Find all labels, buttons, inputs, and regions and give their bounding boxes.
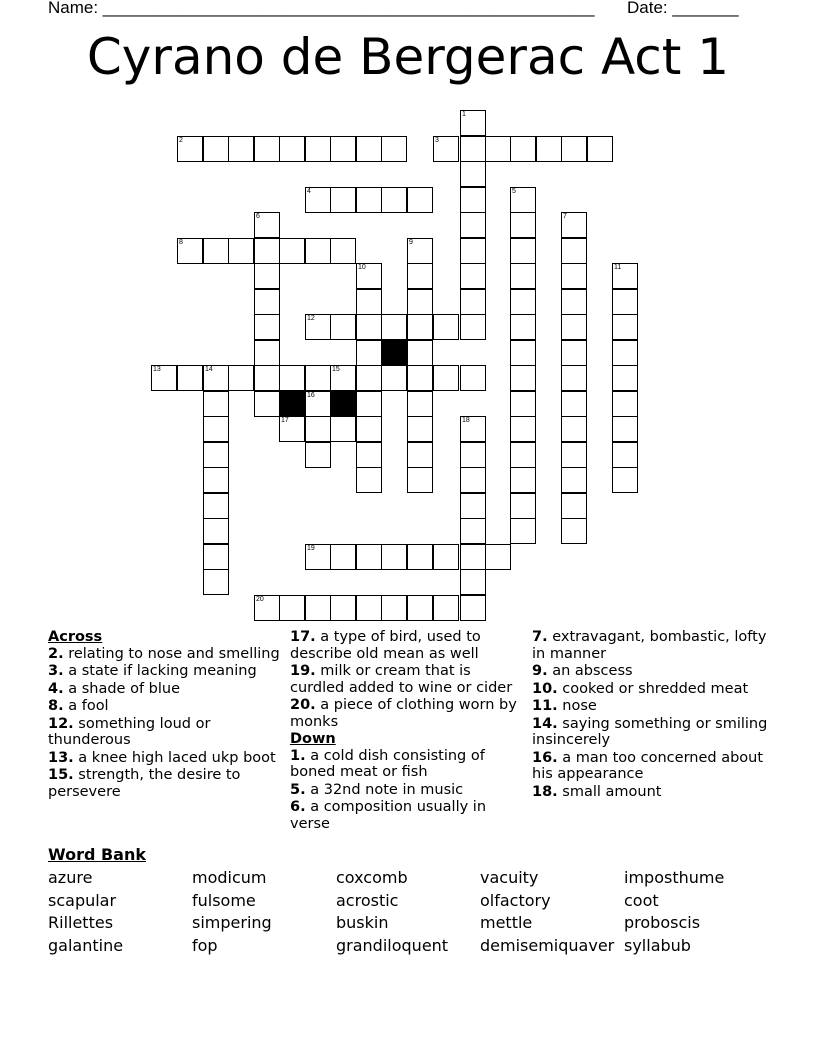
clue-item <box>532 663 772 680</box>
grid-cell[interactable] <box>356 544 382 570</box>
word-bank-word: demisemiquaver <box>480 936 615 956</box>
clue-number-label: 19. <box>290 663 316 679</box>
word-bank-title: Word Bank <box>48 845 147 864</box>
grid-cell[interactable] <box>356 442 382 468</box>
clue-text: cooked or shredded meat <box>562 680 749 697</box>
clue-number: 6 <box>256 213 260 220</box>
grid-cell[interactable] <box>510 416 536 442</box>
clue-number: 7 <box>563 213 567 220</box>
grid-cell[interactable] <box>330 544 356 570</box>
grid-cell[interactable] <box>460 161 486 187</box>
grid-cell[interactable] <box>330 416 356 442</box>
grid-cell[interactable] <box>203 365 229 391</box>
word-bank-word: proboscis <box>624 913 701 933</box>
clues-column-2 <box>290 629 525 833</box>
clue-number: 9 <box>409 239 413 246</box>
grid-cell[interactable] <box>612 391 638 417</box>
grid-cell[interactable] <box>407 544 433 570</box>
grid-cell[interactable] <box>305 365 331 391</box>
clue-item <box>48 663 283 680</box>
grid-cell[interactable] <box>460 212 486 238</box>
across-heading: Across <box>48 629 103 645</box>
clue-item <box>290 748 525 781</box>
grid-cell[interactable] <box>561 289 587 315</box>
grid-cell[interactable] <box>460 314 486 340</box>
clue-text: extravagant, bombastic, lofty in manner <box>532 629 767 662</box>
word-bank-word: acrostic <box>336 890 399 910</box>
grid-cell[interactable] <box>433 365 459 391</box>
grid-cell[interactable] <box>510 467 536 493</box>
grid-cell[interactable] <box>460 467 486 493</box>
grid-cell[interactable] <box>203 493 229 519</box>
grid-cell[interactable] <box>381 544 407 570</box>
word-bank-word: galantine <box>48 936 124 956</box>
grid-cell[interactable] <box>510 187 536 213</box>
word-bank-word: vacuity <box>480 868 539 887</box>
grid-cell[interactable] <box>330 238 356 264</box>
word-bank-word: Rillettes <box>48 913 114 933</box>
grid-cell[interactable] <box>460 595 486 621</box>
grid-cell[interactable] <box>228 365 254 391</box>
word-bank-word: buskin <box>336 913 389 933</box>
grid-cell[interactable] <box>460 518 486 544</box>
grid-cell[interactable] <box>381 365 407 391</box>
grid-cell[interactable] <box>330 365 356 391</box>
grid-cell[interactable] <box>612 314 638 340</box>
grid-cell[interactable] <box>460 442 486 468</box>
grid-cell[interactable] <box>407 289 433 315</box>
clues-column-1 <box>48 629 283 801</box>
clue-item <box>532 681 772 698</box>
name-field-label: Name: ____________________________________________________ <box>48 0 595 17</box>
grid-cell[interactable] <box>460 493 486 519</box>
grid-cell[interactable] <box>536 136 562 162</box>
clue-item <box>290 799 525 832</box>
grid-cell[interactable] <box>510 238 536 264</box>
word-bank-word: imposthume <box>624 868 725 887</box>
clue-text: nose <box>562 698 597 714</box>
grid-cell[interactable] <box>381 187 407 213</box>
word-bank-word: olfactory <box>480 890 551 910</box>
grid-cell[interactable] <box>561 518 587 544</box>
grid-cell[interactable] <box>356 595 382 621</box>
clue-item <box>290 697 525 730</box>
grid-cell[interactable] <box>305 391 331 417</box>
grid-cell[interactable] <box>561 365 587 391</box>
grid-cell[interactable] <box>510 263 536 289</box>
grid-cell[interactable] <box>561 263 587 289</box>
grid-cell[interactable] <box>279 365 305 391</box>
clue-text: milk or cream that is curdled added to wine or cider <box>290 663 513 696</box>
clue-item <box>532 698 772 715</box>
clue-number-label: 8. <box>48 698 64 714</box>
clue-item <box>48 716 283 749</box>
grid-cell[interactable] <box>561 340 587 366</box>
black-cell <box>381 340 407 366</box>
clue-number-label: 20. <box>290 697 316 713</box>
clue-number-label: 16. <box>532 749 558 766</box>
grid-cell[interactable] <box>407 442 433 468</box>
grid-cell[interactable] <box>305 595 331 621</box>
grid-cell[interactable] <box>612 340 638 366</box>
clue-number: 14 <box>205 366 213 373</box>
grid-cell[interactable] <box>485 544 511 570</box>
grid-cell[interactable] <box>433 544 459 570</box>
clue-text: an abscess <box>552 663 633 679</box>
clue-text: a 32nd note in music <box>310 781 464 798</box>
grid-cell[interactable] <box>561 238 587 264</box>
clue-number-label: 14. <box>532 715 558 732</box>
grid-cell[interactable] <box>228 238 254 264</box>
grid-cell[interactable] <box>561 442 587 468</box>
clue-number-label: 5. <box>290 781 306 798</box>
grid-cell[interactable] <box>460 365 486 391</box>
grid-cell[interactable] <box>561 391 587 417</box>
grid-cell[interactable] <box>587 136 613 162</box>
clue-number-label: 4. <box>48 680 64 697</box>
grid-cell[interactable] <box>460 289 486 315</box>
word-bank-word: coxcomb <box>336 868 408 887</box>
grid-cell[interactable] <box>460 136 486 162</box>
grid-cell[interactable] <box>407 391 433 417</box>
grid-cell[interactable] <box>305 187 331 213</box>
clue-item <box>290 782 525 799</box>
clue-item <box>48 646 283 663</box>
grid-cell[interactable] <box>203 518 229 544</box>
clue-number: 20 <box>256 596 264 603</box>
grid-cell[interactable] <box>510 365 536 391</box>
grid-cell[interactable] <box>305 442 331 468</box>
grid-cell[interactable] <box>407 263 433 289</box>
grid-cell[interactable] <box>254 314 280 340</box>
clue-text: something loud or thunderous <box>48 715 211 748</box>
grid-cell[interactable] <box>460 263 486 289</box>
clue-number-label: 13. <box>48 749 74 766</box>
grid-cell[interactable] <box>407 314 433 340</box>
clue-number: 13 <box>153 366 161 373</box>
grid-cell[interactable] <box>407 595 433 621</box>
grid-cell[interactable] <box>612 263 638 289</box>
grid-cell[interactable] <box>203 136 229 162</box>
clue-item <box>532 750 772 783</box>
grid-cell[interactable] <box>510 391 536 417</box>
grid-cell[interactable] <box>203 544 229 570</box>
grid-cell[interactable] <box>460 416 486 442</box>
clue-number: 8 <box>179 239 183 246</box>
grid-cell[interactable] <box>254 595 280 621</box>
grid-cell[interactable] <box>561 136 587 162</box>
grid-cell[interactable] <box>356 289 382 315</box>
clue-number-label: 3. <box>48 663 64 679</box>
grid-cell[interactable] <box>279 238 305 264</box>
grid-cell[interactable] <box>305 136 331 162</box>
grid-cell[interactable] <box>279 416 305 442</box>
grid-cell[interactable] <box>254 365 280 391</box>
clue-text: a composition usually in verse <box>290 799 487 832</box>
grid-cell[interactable] <box>460 569 486 595</box>
word-bank-word: modicum <box>192 868 267 887</box>
grid-cell[interactable] <box>510 493 536 519</box>
grid-cell[interactable] <box>460 110 486 136</box>
grid-cell[interactable] <box>612 289 638 315</box>
word-bank-word: grandiloquent <box>336 936 449 956</box>
grid-cell[interactable] <box>356 187 382 213</box>
clue-number-label: 10. <box>532 680 558 697</box>
grid-cell[interactable] <box>510 289 536 315</box>
grid-cell[interactable] <box>356 365 382 391</box>
clue-text: a man too concerned about his appearance <box>532 749 764 782</box>
grid-cell[interactable] <box>460 187 486 213</box>
clue-number: 1 <box>462 111 466 118</box>
word-bank-word: coot <box>624 890 659 910</box>
clue-number: 15 <box>332 366 340 373</box>
grid-cell[interactable] <box>407 187 433 213</box>
clue-number: 3 <box>435 137 439 144</box>
grid-cell[interactable] <box>510 340 536 366</box>
clue-number: 2 <box>179 137 183 144</box>
clue-number: 10 <box>358 264 366 271</box>
clue-number-label: 17. <box>290 629 316 645</box>
grid-cell[interactable] <box>433 595 459 621</box>
word-bank-word: fop <box>192 936 218 956</box>
grid-cell[interactable] <box>203 467 229 493</box>
grid-cell[interactable] <box>561 493 587 519</box>
clue-text: strength, the desire to persevere <box>48 767 241 800</box>
grid-cell[interactable] <box>433 314 459 340</box>
black-cell <box>279 391 305 417</box>
grid-cell[interactable] <box>356 391 382 417</box>
grid-cell[interactable] <box>279 595 305 621</box>
grid-cell[interactable] <box>407 365 433 391</box>
clue-item <box>48 698 283 715</box>
grid-cell[interactable] <box>561 416 587 442</box>
grid-cell[interactable] <box>381 314 407 340</box>
grid-cell[interactable] <box>254 238 280 264</box>
grid-cell[interactable] <box>203 569 229 595</box>
clue-number: 5 <box>512 188 516 195</box>
grid-cell[interactable] <box>356 467 382 493</box>
clue-text: a piece of clothing worn by monks <box>290 697 517 730</box>
clue-item <box>532 784 772 801</box>
grid-cell[interactable] <box>203 416 229 442</box>
grid-cell[interactable] <box>510 136 536 162</box>
clue-number: 4 <box>307 188 311 195</box>
grid-cell[interactable] <box>460 544 486 570</box>
grid-cell[interactable] <box>381 595 407 621</box>
grid-cell[interactable] <box>561 212 587 238</box>
grid-cell[interactable] <box>612 442 638 468</box>
grid-cell[interactable] <box>254 340 280 366</box>
clue-number: 17 <box>281 417 289 424</box>
grid-cell[interactable] <box>330 187 356 213</box>
grid-cell[interactable] <box>356 136 382 162</box>
clue-item <box>48 681 283 698</box>
grid-cell[interactable] <box>356 263 382 289</box>
grid-cell[interactable] <box>356 340 382 366</box>
grid-cell[interactable] <box>356 416 382 442</box>
clue-text: a state if lacking meaning <box>68 663 257 679</box>
grid-cell[interactable] <box>151 365 177 391</box>
clue-number: 12 <box>307 315 315 322</box>
grid-cell[interactable] <box>407 467 433 493</box>
grid-cell[interactable] <box>561 467 587 493</box>
clue-number-label: 6. <box>290 799 306 815</box>
grid-cell[interactable] <box>305 314 331 340</box>
word-bank-word: simpering <box>192 913 272 933</box>
grid-cell[interactable] <box>433 136 459 162</box>
grid-cell[interactable] <box>407 238 433 264</box>
clue-item <box>48 750 283 767</box>
clues-column-3 <box>532 629 772 801</box>
clue-item <box>48 767 283 800</box>
grid-cell[interactable] <box>330 595 356 621</box>
clue-number-label: 1. <box>290 747 306 764</box>
black-cell <box>330 391 356 417</box>
clue-item <box>290 629 525 662</box>
grid-cell[interactable] <box>330 136 356 162</box>
clue-number-label: 2. <box>48 645 64 662</box>
clue-number-label: 11. <box>532 698 558 714</box>
clue-text: a cold dish consisting of boned meat or fish <box>290 747 485 780</box>
word-bank-word: fulsome <box>192 890 256 910</box>
grid-cell[interactable] <box>254 263 280 289</box>
date-field-label: Date: _______ <box>627 0 739 17</box>
page-title: Cyrano de Bergerac Act 1 <box>86 28 730 86</box>
grid-cell[interactable] <box>612 416 638 442</box>
grid-cell[interactable] <box>203 442 229 468</box>
grid-cell[interactable] <box>254 391 280 417</box>
clue-number-label: 18. <box>532 783 558 800</box>
clue-number: 18 <box>462 417 470 424</box>
grid-cell[interactable] <box>254 289 280 315</box>
grid-cell[interactable] <box>381 136 407 162</box>
grid-cell[interactable] <box>612 365 638 391</box>
clue-text: a fool <box>68 698 109 714</box>
grid-cell[interactable] <box>612 467 638 493</box>
grid-cell[interactable] <box>485 136 511 162</box>
clue-item <box>532 716 772 749</box>
grid-cell[interactable] <box>561 314 587 340</box>
clue-item <box>290 663 525 696</box>
word-bank-word: azure <box>48 868 93 887</box>
clue-text: a knee high laced ukp boot <box>78 749 276 766</box>
grid-cell[interactable] <box>510 518 536 544</box>
clue-number-label: 15. <box>48 767 74 783</box>
grid-cell[interactable] <box>356 314 382 340</box>
clue-number-label: 7. <box>532 629 548 645</box>
clue-number-label: 9. <box>532 663 548 679</box>
clue-text: saying something or smiling insincerely <box>532 715 768 748</box>
word-bank-word: mettle <box>480 913 533 933</box>
grid-cell[interactable] <box>254 212 280 238</box>
clue-text: small amount <box>562 783 662 800</box>
grid-cell[interactable] <box>177 136 203 162</box>
clue-item <box>532 629 772 662</box>
grid-cell[interactable] <box>203 238 229 264</box>
clue-text: relating to nose and smelling <box>68 645 280 662</box>
grid-cell[interactable] <box>510 314 536 340</box>
grid-cell[interactable] <box>510 212 536 238</box>
word-bank-word: scapular <box>48 890 117 910</box>
grid-cell[interactable] <box>407 416 433 442</box>
grid-cell[interactable] <box>407 340 433 366</box>
grid-cell[interactable] <box>177 365 203 391</box>
grid-cell[interactable] <box>460 238 486 264</box>
down-heading: Down <box>290 731 336 747</box>
grid-cell[interactable] <box>228 136 254 162</box>
grid-cell[interactable] <box>254 136 280 162</box>
grid-cell[interactable] <box>305 416 331 442</box>
grid-cell[interactable] <box>177 238 203 264</box>
grid-cell[interactable] <box>279 136 305 162</box>
grid-cell[interactable] <box>510 442 536 468</box>
word-bank-word: syllabub <box>624 936 691 956</box>
clue-number: 16 <box>307 392 315 399</box>
clue-number: 19 <box>307 545 315 552</box>
grid-cell[interactable] <box>203 391 229 417</box>
grid-cell[interactable] <box>330 314 356 340</box>
grid-cell[interactable] <box>305 544 331 570</box>
grid-cell[interactable] <box>305 238 331 264</box>
clue-text: a shade of blue <box>68 680 181 697</box>
clue-text: a type of bird, used to describe old mean as well <box>290 629 481 662</box>
clue-number: 11 <box>614 264 622 271</box>
clue-number-label: 12. <box>48 715 74 732</box>
